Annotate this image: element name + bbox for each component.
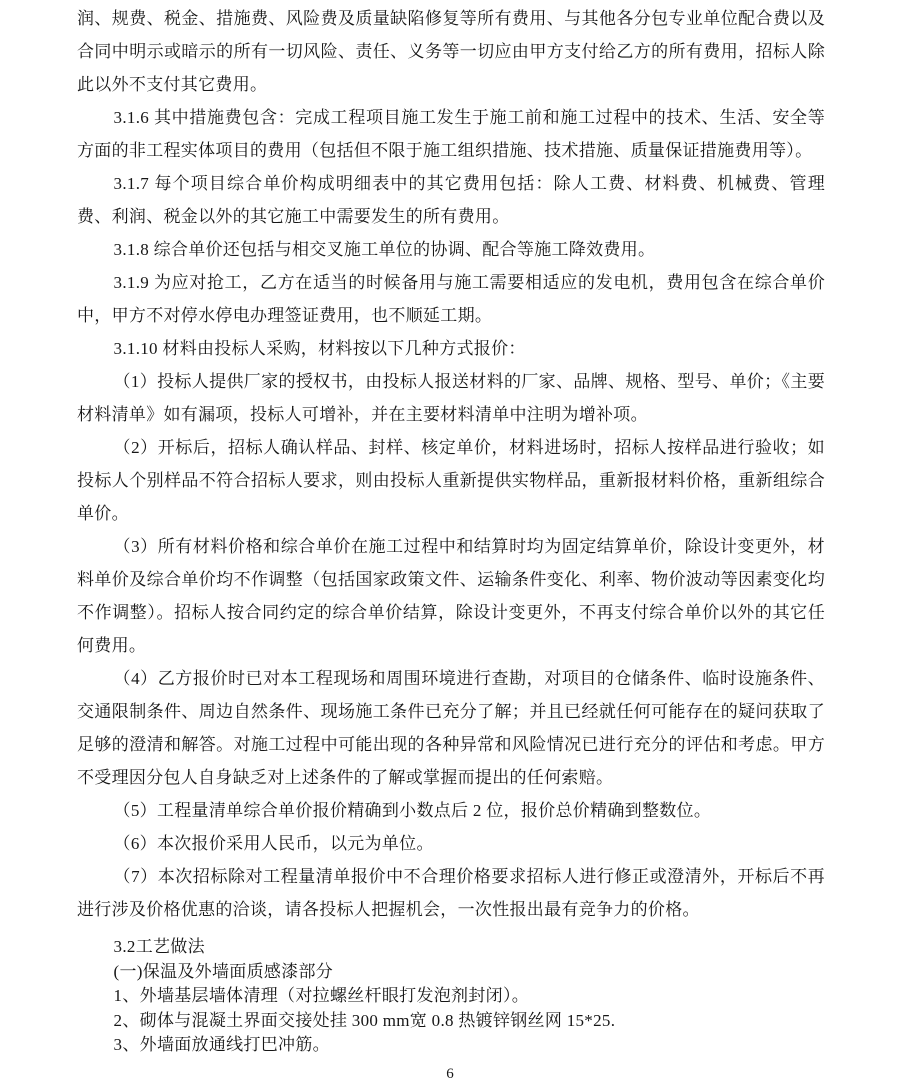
paragraph: 2、砌体与混凝土界面交接处挂 300 mm宽 0.8 热镀锌钢丝网 15*25.: [113, 1010, 616, 1030]
paragraph: 3.1.6 其中措施费包含：完成工程项目施工发生于施工前和施工过程中的技术、生活、安全等方面的非工程实体项目的费用（包括但不限于施工组织措施、技术措施、质量保证措施费用等）。: [77, 108, 825, 160]
paragraph: 3.1.10 材料由投标人采购，材料按以下几种方式报价：: [113, 339, 526, 358]
paragraph: (一)保温及外墙面质感漆部分: [113, 961, 334, 981]
paragraph: （4）乙方报价时已对本工程现场和周围环境进行查勘，对项目的仓储条件、临时设施条件、交通限制条件、周边自然条件、现场施工条件已充分了解；并且已经就任何可能存在的疑问获取了足够的澄清和解答。对施工过程中可能出现的各种异常和风险情况已进行充分的评估和考虑。甲方不受理因分包人自身缺乏对上述条件的了解或掌握而提出的任何索赔。: [77, 669, 825, 787]
paragraph: （3）所有材料价格和综合单价在施工过程中和结算时均为固定结算单价，除设计变更外，材料单价及综合单价均不作调整（包括国家政策文件、运输条件变化、利率、物价波动等因素变化均不作调整）。招标人按合同约定的综合单价结算，除设计变更外，不再支付综合单价以外的其它任何费用。: [77, 537, 825, 655]
paragraph: 3.1.9 为应对抢工，乙方在适当的时候备用与施工需要相适应的发电机，费用包含在综合单价中，甲方不对停水停电办理签证费用，也不顺延工期。: [77, 273, 825, 325]
paragraph: （1）投标人提供厂家的授权书，由投标人报送材料的厂家、品牌、规格、型号、单价；《主要材料清单》如有漏项，投标人可增补，并在主要材料清单中注明为增补项。: [77, 372, 825, 424]
paragraph: 3.1.8 综合单价还包括与相交叉施工单位的协调、配合等施工降效费用。: [113, 240, 656, 259]
paragraph: 1、外墙基层墙体清理（对拉螺丝杆眼打发泡剂封闭）。: [113, 986, 530, 1005]
paragraph: 3、外墙面放通线打巴冲筋。: [113, 1035, 330, 1054]
paragraph: （7）本次招标除对工程量清单报价中不合理价格要求招标人进行修正或澄清外，开标后不再进行涉及价格优惠的洽谈，请各投标人把握机会，一次性报出最有竞争力的价格。: [77, 867, 825, 919]
paragraph: （6）本次报价采用人民币，以元为单位。: [113, 834, 434, 853]
paragraph: 3.1.7 每个项目综合单价构成明细表中的其它费用包括：除人工费、材料费、机械费、管理费、利润、税金以外的其它施工中需要发生的所有费用。: [77, 174, 825, 226]
page-number: 6: [446, 1066, 454, 1082]
paragraph: 3.2工艺做法: [113, 937, 205, 956]
paragraph: 润、规费、税金、措施费、风险费及质量缺陷修复等所有费用、与其他各分包专业单位配合费以及合同中明示或暗示的所有一切风险、责任、义务等一切应由甲方支付给乙方的所有费用，招标人除此以外不支付其它费用。: [77, 9, 825, 94]
document-body: [77, 2, 825, 1058]
paragraph: （2）开标后，招标人确认样品、封样、核定单价，材料进场时，招标人按样品进行验收；如投标人个别样品不符合招标人要求，则由投标人重新提供实物样品，重新报材料价格，重新组综合单价。: [77, 438, 825, 523]
paragraph: （5）工程量清单综合单价报价精确到小数点后 2 位，报价总价精确到整数位。: [113, 801, 712, 820]
